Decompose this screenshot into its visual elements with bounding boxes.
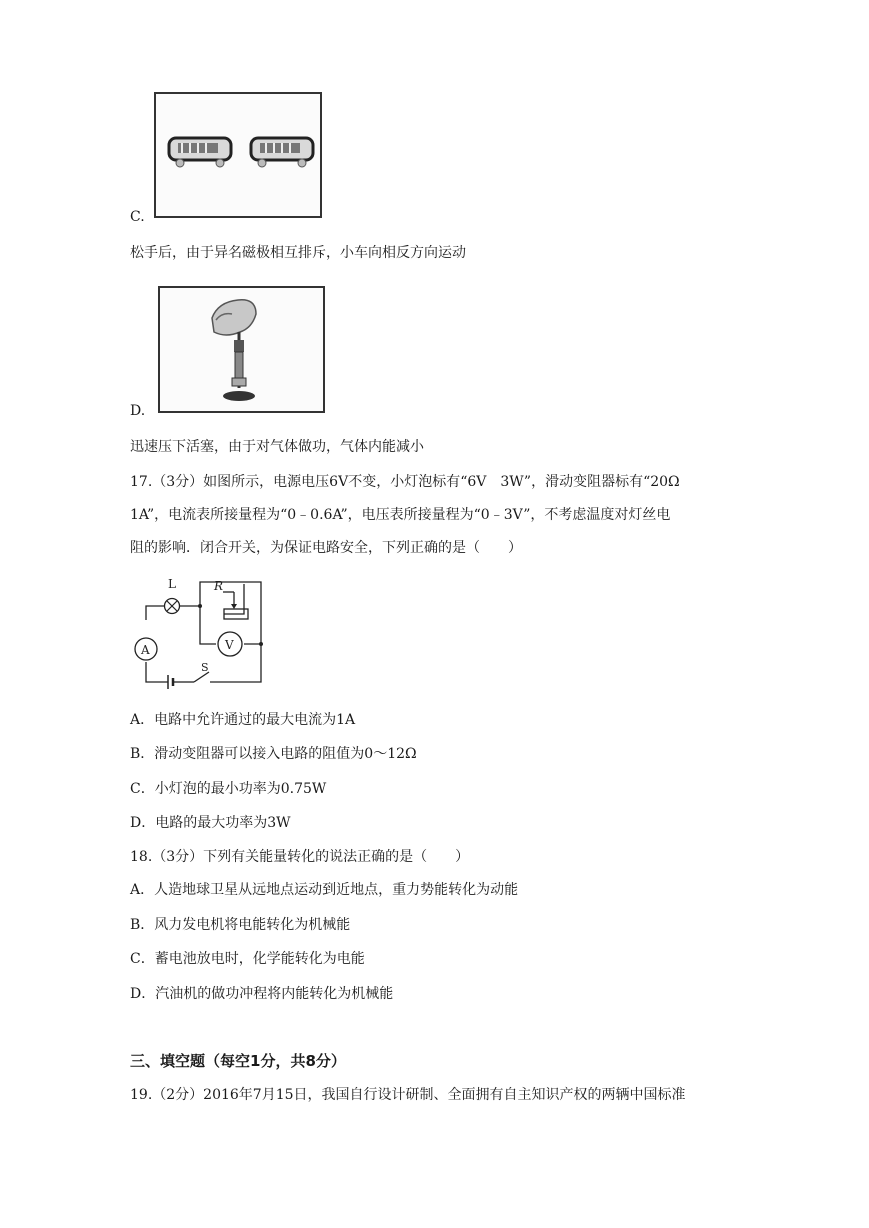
q17-line-1: 17.（3分）如图所示，电源电压6V不变，小灯泡标有“6V 3W”，滑动变阻器标有“20Ω [130, 474, 680, 490]
q18-option-d: D．汽油机的做功冲程将内能转化为机械能 [130, 986, 394, 1002]
q18-stem: 18.（3分）下列有关能量转化的说法正确的是（ ） [130, 849, 470, 865]
option-c-photo [154, 92, 322, 218]
option-d-caption: 迅速压下活塞，由于对气体做功，气体内能减小 [130, 439, 424, 455]
option-d-photo [158, 286, 325, 413]
option-c-caption: 松手后，由于异名磁极相互排斥，小车向相反方向运动 [130, 245, 466, 261]
q18-option-b: B．风力发电机将电能转化为机械能 [130, 917, 351, 933]
option-d-label: D. [130, 403, 146, 419]
toy-car-right [251, 138, 313, 167]
switch-label: S [201, 661, 209, 674]
option-c-label: C. [130, 209, 145, 225]
q17-line-3: 阻的影响．闭合开关，为保证电路安全，下列正确的是（ ） [130, 540, 522, 556]
q17-option-d: D．电路的最大功率为3W [130, 815, 291, 831]
q17-option-a: A．电路中允许通过的最大电流为1A [130, 712, 356, 728]
q17-option-c: C．小灯泡的最小功率为0.75W [130, 781, 327, 797]
piston-cylinder [223, 332, 255, 401]
q17-circuit-diagram [128, 574, 268, 690]
voltmeter-label: V [225, 638, 234, 652]
section-3-title: 三、填空题（每空1分，共8分） [130, 1052, 346, 1070]
lamp-symbol [165, 599, 180, 614]
toy-car-left [169, 138, 231, 167]
q19-line-1: 19.（2分）2016年7月15日，我国自行设计研制、全面拥有自主知识产权的两辆中国标准 [130, 1087, 686, 1103]
rheostat-label: R [214, 579, 224, 593]
q18-option-a: A．人造地球卫星从远地点运动到近地点，重力势能转化为动能 [130, 882, 519, 898]
hand-pressing-piston [212, 300, 256, 335]
ammeter-label: A [141, 643, 150, 657]
lamp-label: L [168, 577, 176, 591]
q17-line-2: 1A”，电流表所接量程为“0﹣0.6A”，电压表所接量程为“0﹣3V”，不考虑温度对灯丝电 [130, 507, 671, 523]
q17-option-b: B．滑动变阻器可以接入电路的阻值为0～12Ω [130, 746, 417, 762]
q18-option-c: C．蓄电池放电时，化学能转化为电能 [130, 951, 365, 967]
